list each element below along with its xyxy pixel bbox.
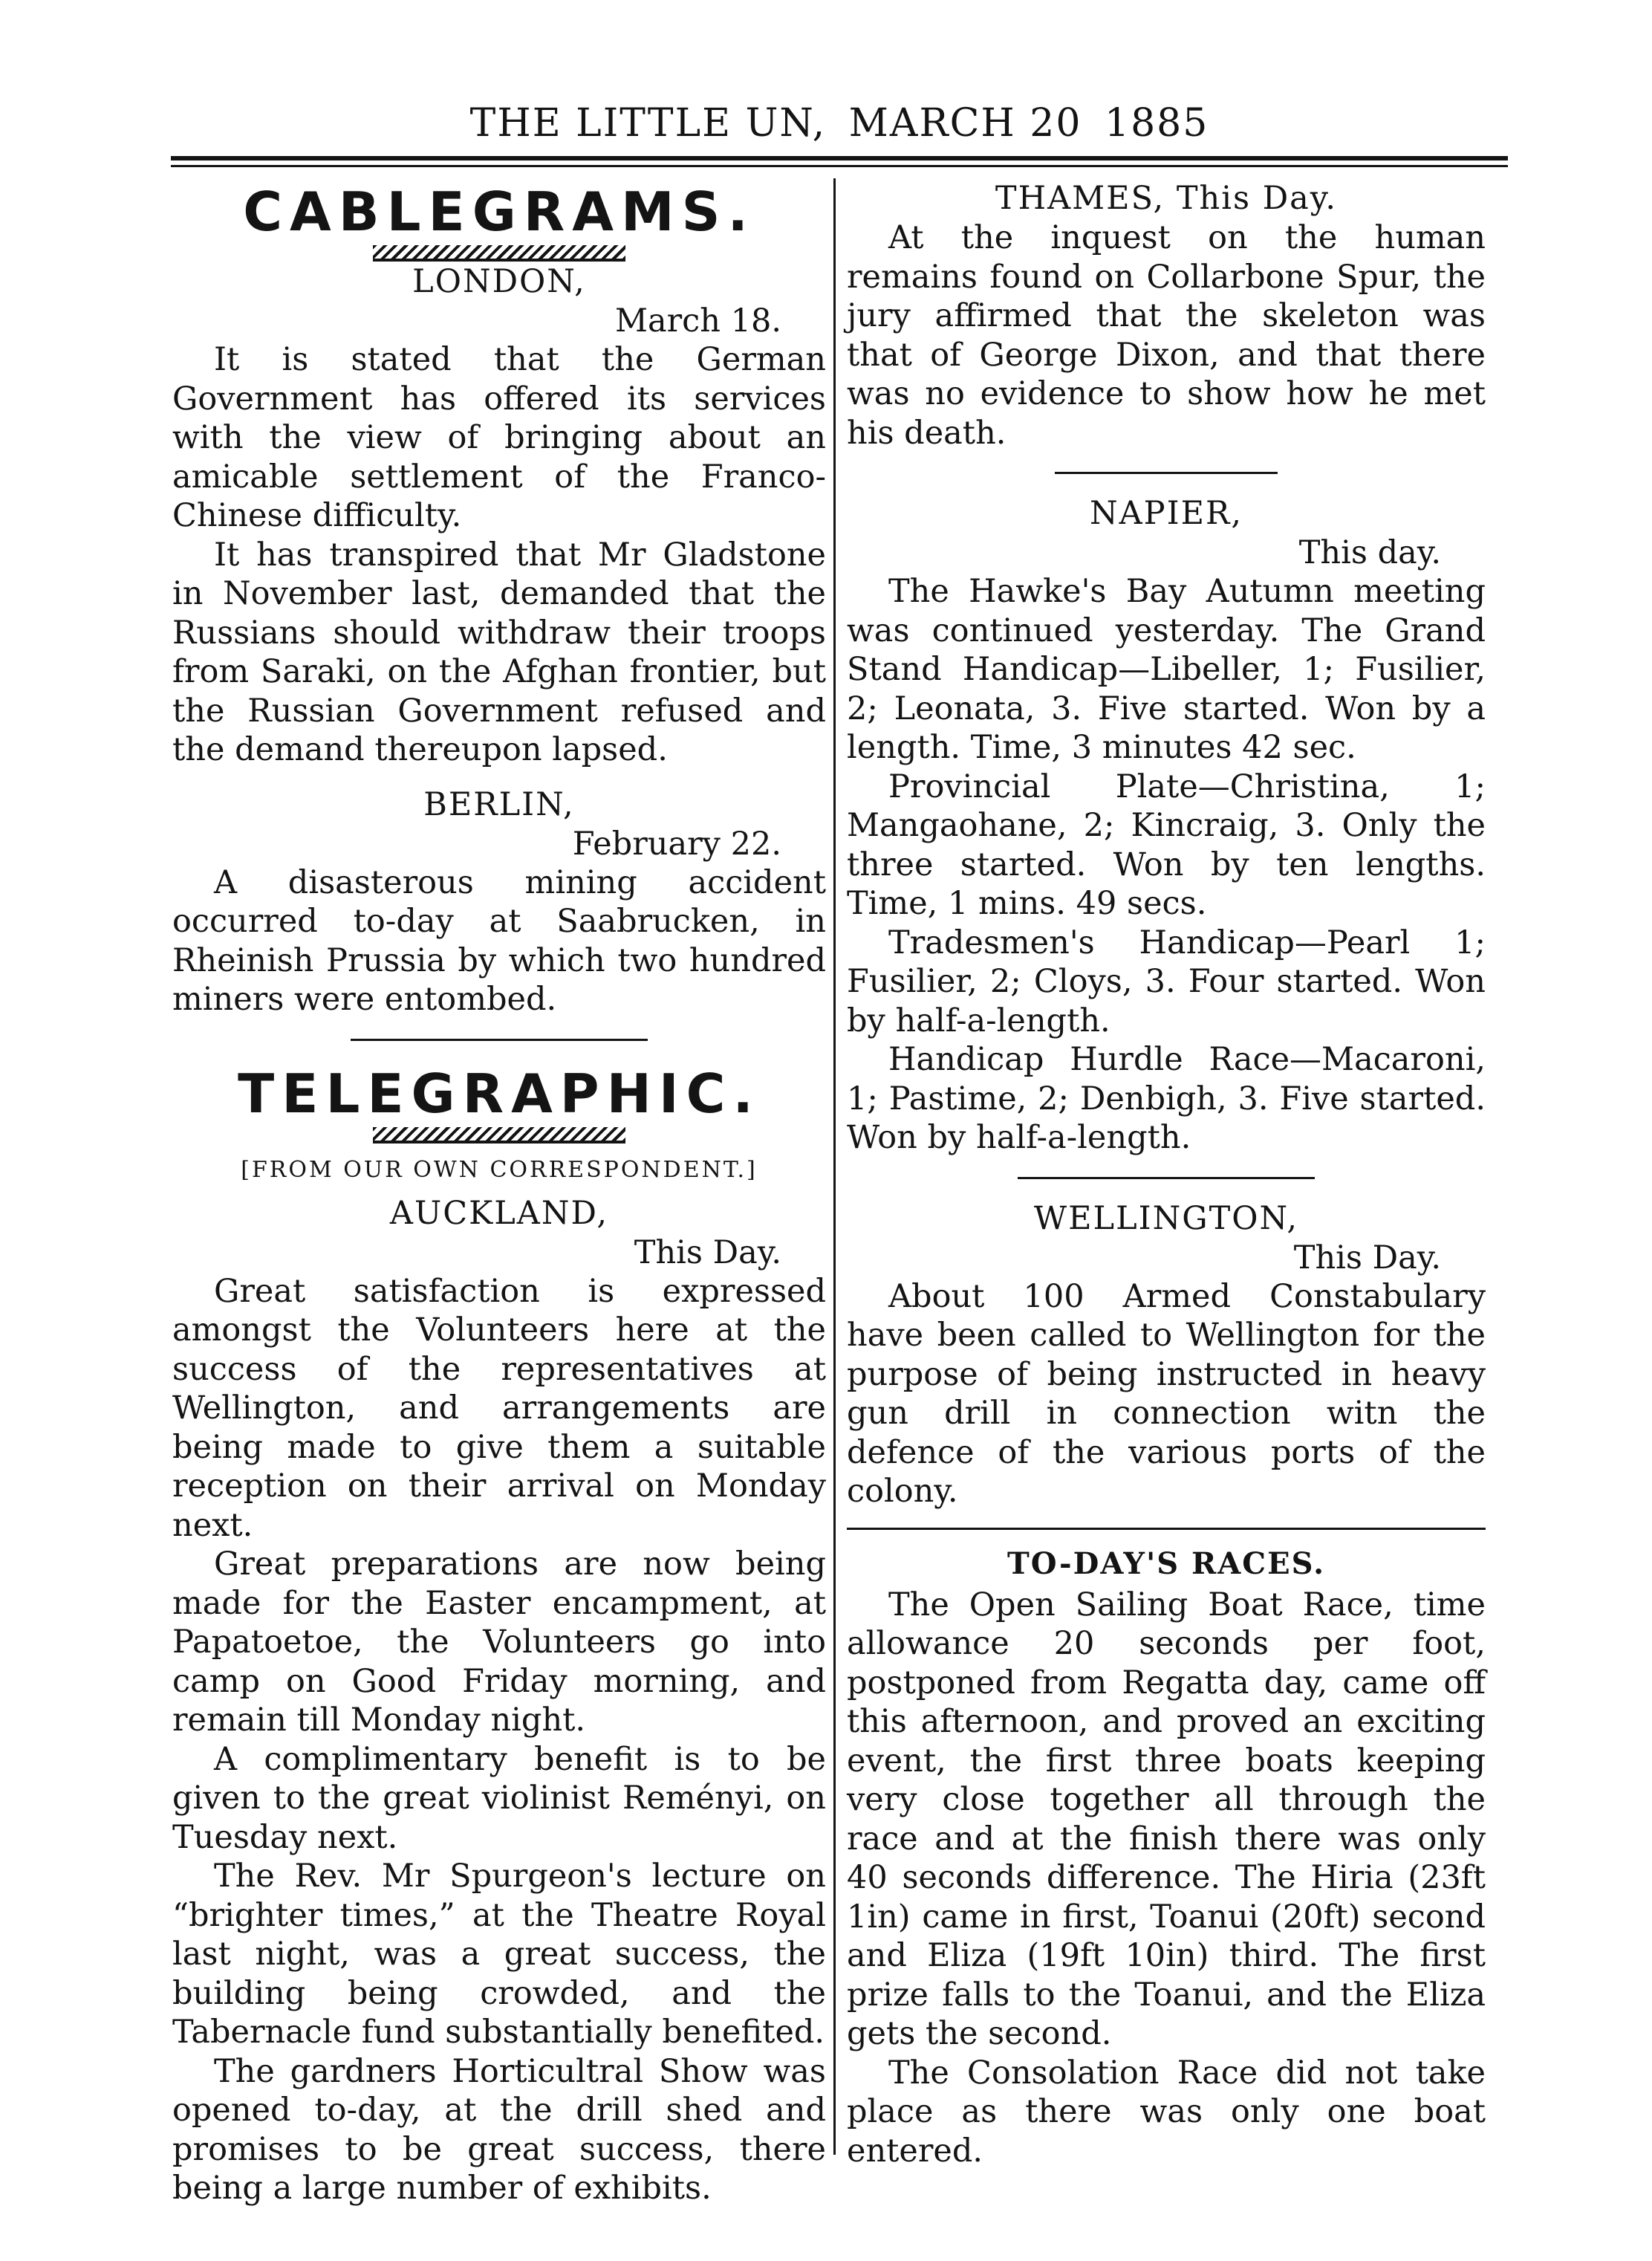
masthead-rule bbox=[171, 156, 1508, 160]
section-divider bbox=[1055, 472, 1278, 474]
article-paragraph: A complimentary benefit is to be given to the great violinist Reményi, on Tuesday next. bbox=[172, 1740, 826, 1856]
dateline-thames: THAMES, This Day. bbox=[995, 180, 1338, 217]
article-paragraph: The Consolation Race did not take place as there was only one boat entered. bbox=[847, 2054, 1486, 2170]
cablegrams-heading: CABLEGRAMS. bbox=[243, 181, 755, 243]
date-wellington: This Day. bbox=[1293, 1239, 1441, 1277]
section-divider bbox=[351, 1039, 648, 1041]
article-paragraph: It has transpired that Mr Gladstone in November last, demanded that the Russians should withdraw their troops from Saraki, on the Afghan frontier, but the Russian Government refused and the demand thereupon lapsed. bbox=[172, 536, 826, 768]
heading-ornament bbox=[373, 245, 625, 262]
masthead bbox=[171, 101, 1508, 153]
article-paragraph: The Hawke's Bay Autumn meeting was continued yesterday. The Grand Stand Handicap—Libeller, 1; Fusilier, 2; Leonata, 3. Five started. Won by a length. Time, 3 minutes 42 sec. bbox=[847, 573, 1486, 766]
article-paragraph: About 100 Armed Constabulary have been called to Wellington for the purpose of being instructed in heavy gun drill in connection witn the defence of the various ports of the colony. bbox=[847, 1277, 1486, 1510]
dateline-london: LONDON, bbox=[412, 263, 586, 300]
heading-ornament bbox=[373, 1127, 625, 1144]
correspondent-note: [FROM OUR OWN CORRESPONDENT.] bbox=[241, 1156, 758, 1183]
left-column bbox=[172, 178, 826, 2208]
date-london: March 18. bbox=[614, 302, 781, 340]
section-divider bbox=[1018, 1177, 1315, 1179]
dateline-wellington: WELLINGTON, bbox=[1033, 1199, 1299, 1237]
masthead-date: MARCH 20 bbox=[848, 101, 1082, 146]
article-paragraph: It is stated that the German Government has offered its services with the view of bringing about an amicable settlement of the Franco-Chinese difficulty. bbox=[172, 341, 826, 534]
masthead-title: THE LITTLE UN, bbox=[469, 101, 827, 146]
telegraphic-heading: TELEGRAPHIC. bbox=[238, 1062, 761, 1125]
right-column bbox=[847, 178, 1486, 2170]
article-paragraph: A disasterous mining accident occurred to-day at Saabrucken, in Rheinish Prussia by which two hundred miners were entombed. bbox=[172, 863, 826, 1018]
masthead-rule-thin bbox=[171, 165, 1508, 167]
dateline-napier: NAPIER, bbox=[1089, 495, 1243, 532]
section-divider bbox=[847, 1528, 1486, 1530]
article-paragraph: The Rev. Mr Spurgeon's lecture on “brighter times,” at the Theatre Royal last night, was a great success, the building being crowded, and the Tabernacle fund substantially benefited. bbox=[172, 1858, 826, 2051]
article-paragraph: Provincial Plate—Christina, 1; Mangaohane, 2; Kincraig, 3. Only the three started. Won by ten lengths. Time, 1 mins. 49 secs. bbox=[847, 768, 1486, 922]
masthead-year: 1885 bbox=[1104, 101, 1209, 146]
column-divider bbox=[833, 178, 836, 2155]
article-paragraph: At the inquest on the human remains found on Collarbone Spur, the jury affirmed that the skeleton was that of George Dixon, and that there was no evidence to show how he met his death. bbox=[847, 219, 1486, 452]
article-paragraph: Great preparations are now being made for the Easter encampment, at Papatoetoe, the Volunteers go into camp on Good Friday morning, and remain till Monday night. bbox=[172, 1545, 826, 1739]
date-napier: This day. bbox=[1298, 534, 1441, 571]
article-paragraph: The Open Sailing Boat Race, time allowance 20 seconds per foot, postponed from Regatta day, came off this afternoon, and proved an exciting event, the first three boats keeping very close together all through the race and at the finish there was only 40 seconds difference. The Hiria (23ft 1in) came in first, Toanui (20ft) second and Eliza (19ft 10in) third. The first prize falls to the Toanui, and the Eliza gets the second. bbox=[847, 1586, 1486, 2052]
dateline-berlin: BERLIN, bbox=[423, 785, 575, 823]
article-paragraph: Tradesmen's Handicap—Pearl 1; Fusilier, 2; Cloys, 3. Four started. Won by half-a-length. bbox=[847, 924, 1486, 1039]
date-berlin: February 22. bbox=[572, 825, 781, 863]
date-auckland: This Day. bbox=[634, 1233, 781, 1271]
article-paragraph: Great satisfaction is expressed amongst the Volunteers here at the success of the representatives at Wellington, and arrangements are being made to give them a suitable reception on their arrival on Monday next. bbox=[172, 1272, 826, 1544]
article-paragraph: The gardners Horticultral Show was opened to-day, at the drill shed and promises to be great success, there being a large number of exhibits. bbox=[172, 2052, 826, 2207]
article-paragraph: Handicap Hurdle Race—Macaroni, 1; Pastime, 2; Denbigh, 3. Five started. Won by half-a-length. bbox=[847, 1041, 1486, 1156]
races-heading: TO-DAY'S RACES. bbox=[1007, 1545, 1325, 1581]
dateline-auckland: AUCKLAND, bbox=[389, 1194, 609, 1232]
